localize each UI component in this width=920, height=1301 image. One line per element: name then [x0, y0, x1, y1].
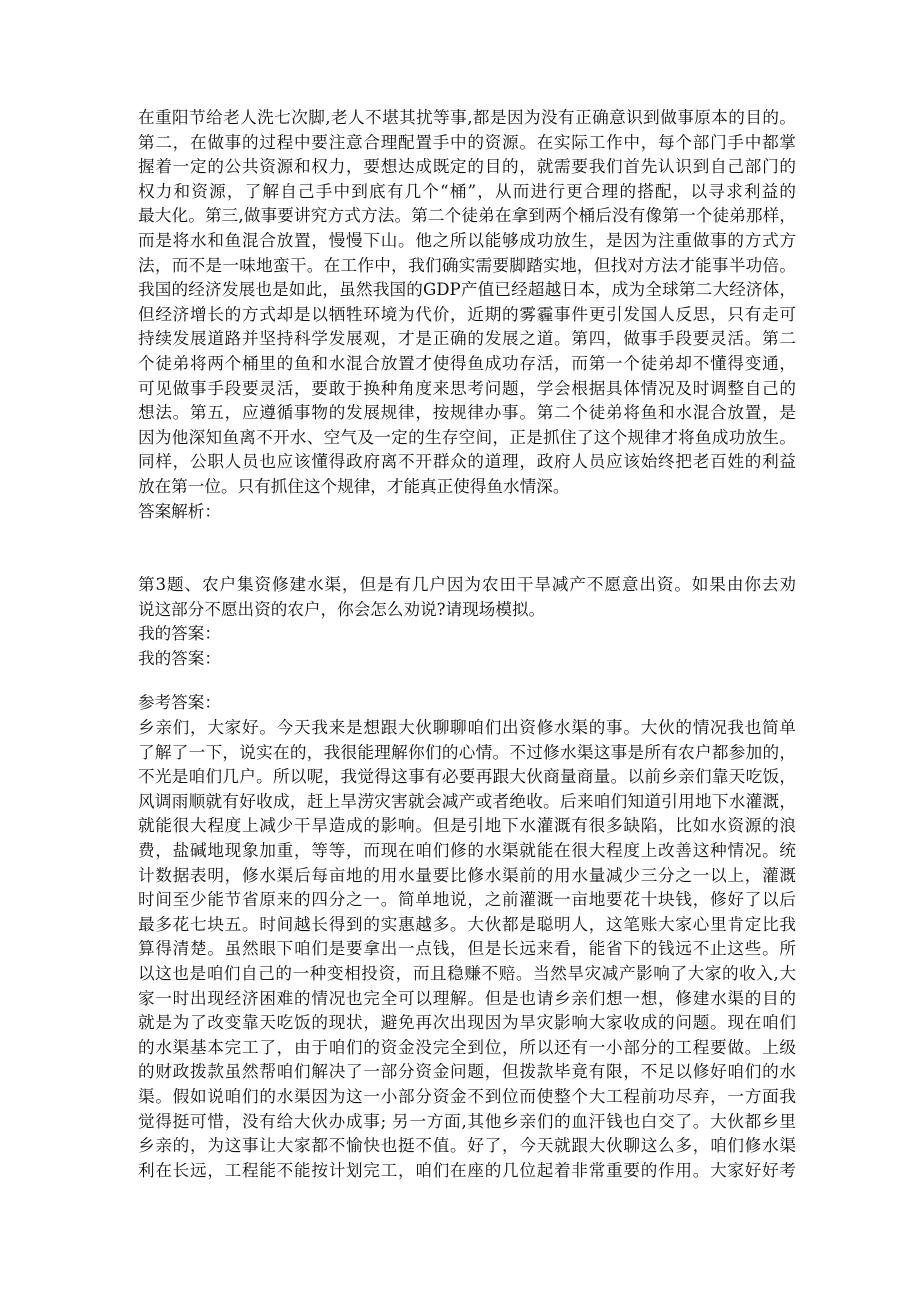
text-line: 握着一定的公共资源和权力，要想达成既定的目的，就需要我们首先认识到自己部门的	[138, 157, 796, 177]
question-line: 说这部分不愿出资的农户，你会怎么劝说?请现场模拟。	[138, 599, 546, 619]
text-line: 利在长远，工程能不能按计划完工，咱们在座的几位起着非常重要的作用。大家好好考	[138, 1160, 796, 1180]
text-line: 可见做事手段要灵活，要敢于换种角度来思考问题，学会根据具体情况及时调整自己的	[138, 378, 796, 398]
my-answer-label: 我的答案：	[138, 648, 221, 668]
document-page	[138, 106, 796, 1183]
text-line: 风调雨顺就有好收成，赶上旱涝灾害就会减产或者绝收。后来咱们知道引用地下水灌溉，	[138, 791, 796, 811]
text-line: 个徒弟将两个桶里的鱼和水混合放置才使得鱼成功存活，而第一个徒弟却不懂得变通，	[138, 353, 796, 373]
text-line: 的财政拨款虽然帮咱们解决了一部分资金问题，但拨款毕竟有限，不足以修好咱们的水	[138, 1062, 796, 1082]
text-line: 就是为了改变靠天吃饭的现状，避免再次出现因为旱灾影响大家收成的问题。现在咱们	[138, 1013, 796, 1033]
question-3	[138, 573, 796, 671]
text-line: 渠。假如说咱们的水渠因为这一小部分资金不到位而使整个大工程前功尽弃，一方面我	[138, 1086, 796, 1106]
text-line: 持续发展道路并坚持科学发展观，才是正确的发展之道。第四，做事手段要灵活。第二	[138, 329, 796, 349]
text-line: 不光是咱们几户。所以呢，我觉得这事有必要再跟大伙商量商量。以前乡亲们靠天吃饭，	[138, 767, 796, 787]
answer-analysis-paragraph	[138, 106, 796, 524]
text-line: 权力和资源，了解自己手中到底有几个“桶”，从而进行更合理的搭配，以寻求利益的	[138, 181, 796, 201]
text-line: 了解了一下，说实在的，我很能理解你们的心情。不过修水渠这事是所有农户都参加的，	[138, 742, 796, 762]
my-answer-label: 我的答案：	[138, 624, 221, 644]
text-line: 费，盐碱地现象加重，等等，而现在咱们修的水渠就能在很大程度上改善这种情况。统	[138, 841, 796, 861]
text-line: 算得清楚。虽然眼下咱们是要拿出一点钱，但是长远来看，能省下的钱远不止这些。所	[138, 939, 796, 959]
question-line: 第3题、农户集资修建水渠，但是有几户因为农田干旱减产不愿意出资。如果由你去劝	[138, 575, 796, 595]
text-line: 以这也是咱们自己的一种变相投资，而且稳赚不赔。当然旱灾减产影响了大家的收入,大	[138, 964, 796, 983]
reference-answer	[138, 691, 796, 1183]
text-line: 就能很大程度上减少干旱造成的影响。但是引地下水灌溉有很多缺陷，比如水资源的浪	[138, 816, 796, 836]
text-line: 但经济增长的方式却是以牺牲环境为代价，近期的雾霾事件更引发国人反思，只有走可	[138, 304, 796, 324]
text-line: 法，而不是一味地蛮干。在工作中，我们确实需要脚踏实地，但找对方法才能事半功倍。	[138, 255, 796, 275]
text-line: 而是将水和鱼混合放置，慢慢下山。他之所以能够成功放生，是因为注重做事的方式方	[138, 230, 796, 250]
text-line: 同样，公职人员也应该懂得政府离不开群众的道理，政府人员应该始终把老百姓的利益	[138, 452, 796, 472]
text-line: 最大化。第三,做事要讲究方式方法。第二个徒弟在拿到两个桶后没有像第一个徒弟那样，	[138, 206, 796, 226]
text-line: 的水渠基本完工了，由于咱们的资金没完全到位，所以还有一小部分的工程要做。上级	[138, 1037, 796, 1057]
text-line: 在重阳节给老人洗七次脚,老人不堪其扰等事,都是因为没有正确意识到做事原本的目的。	[138, 108, 796, 127]
text-line: 家一时出现经济困难的情况也完全可以理解。但是也请乡亲们想一想，修建水渠的目的	[138, 988, 796, 1008]
text-line: 计数据表明，修水渠后每亩地的用水量要比修水渠前的用水量减少三分之一以上，灌溉	[138, 865, 796, 885]
text-line: 因为他深知鱼离不开水、空气及一定的生存空间，正是抓住了这个规律才将鱼成功放生。	[138, 427, 796, 447]
text-line: 时间至少能节省原来的四分之一。简单地说，之前灌溉一亩地要花十块钱，修好了以后	[138, 890, 796, 910]
text-line: 想法。第五，应遵循事物的发展规律，按规律办事。第二个徒弟将鱼和水混合放置，是	[138, 403, 796, 423]
reference-answer-label: 参考答案：	[138, 693, 221, 713]
text-line: 最多花七块五。时间越长得到的实惠越多。大伙都是聪明人，这笔账大家心里肯定比我	[138, 914, 796, 934]
text-line: 放在第一位。只有抓住这个规律，才能真正使得鱼水情深。	[138, 476, 570, 496]
text-line: 乡亲们，大家好。今天我来是想跟大伙聊聊咱们出资修水渠的事。大伙的情况我也简单	[138, 718, 796, 738]
analysis-label: 答案解析：	[138, 501, 221, 521]
text-line: 觉得挺可惜，没有给大伙办成事; 另一方面,其他乡亲们的血汗钱也白交了。大伙都乡里	[138, 1111, 796, 1131]
text-line: 乡亲的，为这事让大家都不愉快也挺不值。好了，今天就跟大伙聊这么多，咱们修水渠	[138, 1136, 796, 1156]
text-line: 我国的经济发展也是如此，虽然我国的GDP产值已经超越日本，成为全球第二大经济体，	[138, 280, 796, 300]
text-line: 第二，在做事的过程中要注意合理配置手中的资源。在实际工作中，每个部门手中都掌	[138, 132, 796, 152]
